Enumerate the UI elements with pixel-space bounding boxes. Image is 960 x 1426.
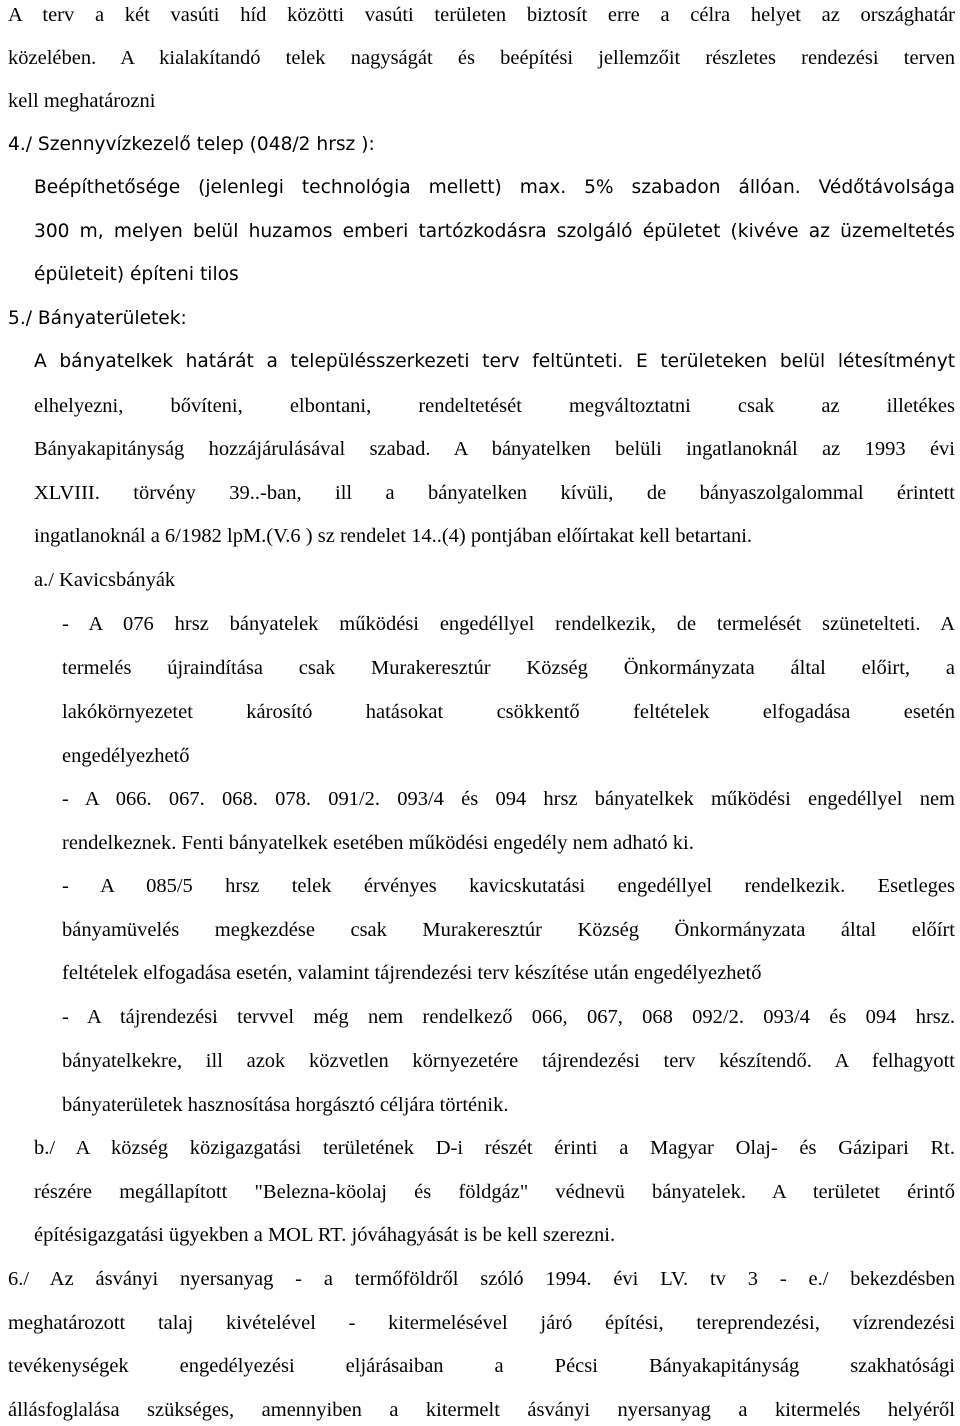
text-line: lakókörnyezetet károsító hatásokat csökkentő feltételek elfogadása esetén — [62, 701, 955, 723]
text-line: ingatlanoknál a 6/1982 lpM.(V.6 ) sz rendelet 14..(4) pontjában előírtakat kell betartani. — [34, 525, 753, 547]
text-line: bányamüvelés megkezdése csak Murakeresztúr Község Önkormányzata által előírt — [62, 919, 955, 941]
text-line: feltételek elfogadása esetén, valamint tájrendezési terv készítése után engedélyezhető — [62, 962, 762, 984]
text-line: kell meghatározni — [8, 90, 156, 112]
section-heading: 4./ Szennyvízkezelő telep (048/2 hrsz ): — [8, 134, 375, 155]
text-line: részére megállapított "Belezna-köolaj és földgáz" védnevü bányatelek. A területet érintő — [34, 1181, 955, 1203]
text-line: - A 085/5 hrsz telek érvényes kavicskutatási engedéllyel rendelkezik. Esetleges — [62, 875, 955, 897]
text-line: elhelyezni, bővíteni, elbontani, rendeltetését megváltoztatni csak az illetékes — [34, 395, 955, 417]
text-line: b./ A község közigazgatási területének D-i részét érinti a Magyar Olaj- és Gázipari Rt. — [34, 1137, 955, 1159]
text-line: épületeit) építeni tilos — [34, 264, 239, 285]
text-line: tevékenységek engedélyezési eljárásaiban a Pécsi Bányakapitányság szakhatósági — [8, 1355, 955, 1377]
text-line: rendelkeznek. Fenti bányatelkek esetében működési engedély nem adható ki. — [62, 832, 694, 854]
text-line: Bányakapitányság hozzájárulásával szabad. A bányatelken belüli ingatlanoknál az 1993 évi — [34, 438, 955, 460]
section-heading: 5./ Bányaterületek: — [8, 308, 187, 329]
text-line: 6./ Az ásványi nyersanyag - a termőföldről szóló 1994. évi LV. tv 3 - e./ bekezdésben — [8, 1268, 955, 1290]
text-line: 300 m, melyen belül huzamos emberi tartózkodásra szolgáló épületet (kivéve az üzemeltetés — [34, 221, 955, 242]
text-line: bányatelkekre, ill azok közvetlen környezetére tájrendezési terv készítendő. A felhagyott — [62, 1050, 955, 1072]
subsection-heading: a./ Kavicsbányák — [34, 569, 176, 591]
text-line: építésigazgatási ügyekben a MOL RT. jóváhagyását is be kell szerezni. — [34, 1224, 616, 1246]
text-line: - A tájrendezési tervvel még nem rendelkező 066, 067, 068 092/2. 093/4 és 094 hrsz. — [62, 1006, 955, 1028]
text-line: engedélyezhető — [62, 745, 190, 767]
text-line: közelében. A kialakítandó telek nagyságát és beépítési jellemzőit részletes rendezési terven — [8, 47, 955, 69]
text-line: XLVIII. törvény 39..-ban, ill a bányatelken kívüli, de bányaszolgalommal érintett — [34, 482, 955, 504]
text-line: A bányatelkek határát a településszerkezeti terv feltünteti. E területeken belül létesítményt — [34, 351, 955, 372]
text-line: állásfoglalása szükséges, amennyiben a kitermelt ásványi nyersanyag a kitermelés helyéről — [8, 1399, 955, 1421]
text-line: bányaterületek hasznosítása horgásztó céljára történik. — [62, 1094, 509, 1116]
text-line: termelés újraindítása csak Murakeresztúr Község Önkormányzata által előirt, a — [62, 657, 955, 679]
text-line: - A 066. 067. 068. 078. 091/2. 093/4 és 094 hrsz bányatelkek működési engedéllyel nem — [62, 788, 955, 810]
text-line: Beépíthetősége (jelenlegi technológia mellett) max. 5% szabadon állóan. Védőtávolsága — [34, 177, 955, 198]
text-line: - A 076 hrsz bányatelek működési engedéllyel rendelkezik, de termelését szünetelteti. A — [62, 613, 955, 635]
text-line: A terv a két vasúti híd közötti vasúti területen biztosít erre a célra helyet az országhatár — [8, 4, 955, 26]
text-line: meghatározott talaj kivételével - kitermelésével járó építési, tereprendezési, vízrendezési — [8, 1312, 955, 1334]
